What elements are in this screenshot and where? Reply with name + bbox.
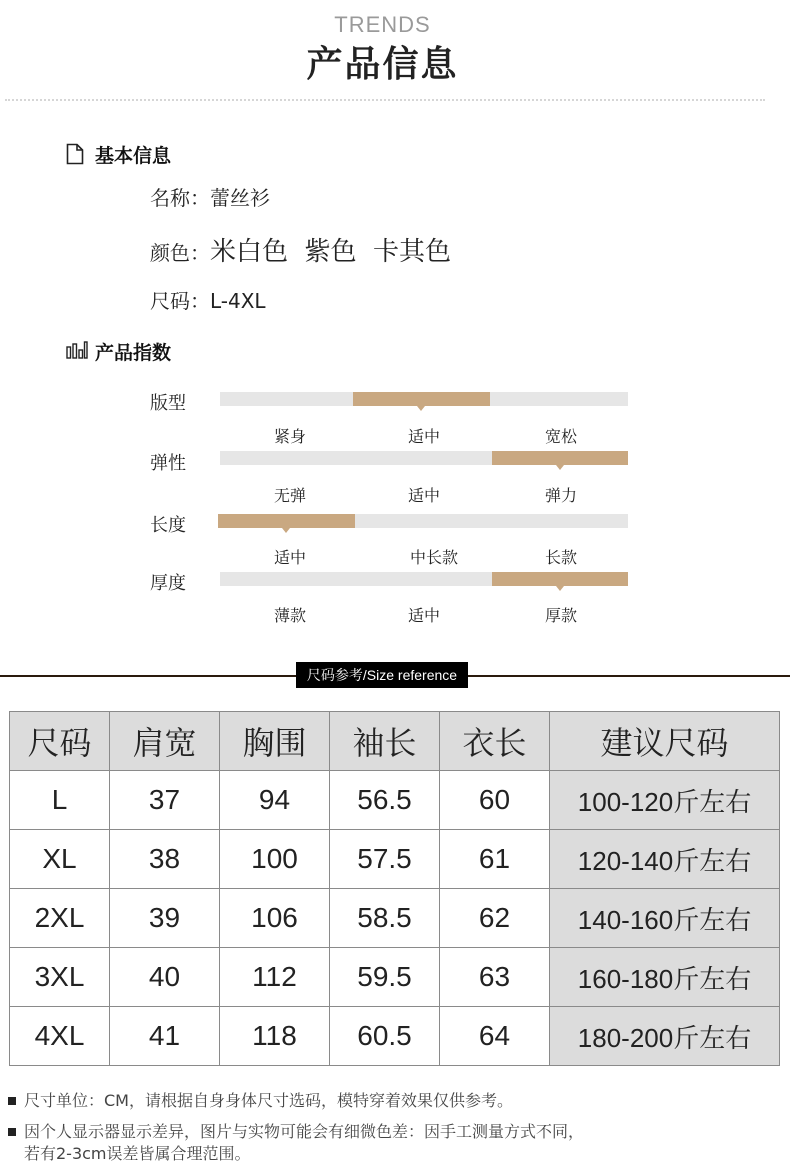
index-track-thickness <box>220 572 628 586</box>
table-cell: 60 <box>440 771 550 830</box>
bullet-icon <box>8 1097 16 1105</box>
note-text: 若有2-3cm误差皆属合理范围。 <box>24 1144 251 1163</box>
index-label-elasticity: 弹性 <box>150 453 186 474</box>
size-reference-badge: 尺码参考/Size reference <box>296 662 468 688</box>
index-fill-thickness <box>492 572 628 586</box>
table-cell: 41 <box>110 1007 220 1066</box>
table-cell: 40 <box>110 948 220 1007</box>
color-values: 米白色 紫色 卡其色 <box>210 237 452 267</box>
note-item <box>8 1088 513 1111</box>
index-track-elasticity <box>220 451 628 465</box>
table-cell: XL <box>10 830 110 889</box>
table-cell: 120-140斤左右 <box>550 830 780 889</box>
table-cell: 160-180斤左右 <box>550 948 780 1007</box>
table-row <box>10 889 780 948</box>
index-label-fit: 版型 <box>150 393 186 414</box>
index-option: 适中 <box>407 486 440 505</box>
table-cell: 60.5 <box>330 1007 440 1066</box>
index-option: 紧身 <box>273 427 306 446</box>
table-cell: 4XL <box>10 1007 110 1066</box>
table-cell: 180-200斤左右 <box>550 1007 780 1066</box>
table-cell: L <box>10 771 110 830</box>
index-option: 薄款 <box>273 606 306 625</box>
column-header: 衣长 <box>440 712 550 771</box>
table-cell: 94 <box>220 771 330 830</box>
color-label: 颜色： <box>150 241 210 265</box>
table-cell: 38 <box>110 830 220 889</box>
index-pointer <box>282 528 290 533</box>
table-cell: 63 <box>440 948 550 1007</box>
trends-label: TRENDS <box>334 12 431 37</box>
table-row <box>10 771 780 830</box>
column-header: 袖长 <box>330 712 440 771</box>
dotted-divider <box>5 99 765 101</box>
table-cell: 118 <box>220 1007 330 1066</box>
table-row <box>10 830 780 889</box>
product-colors <box>150 231 451 268</box>
index-pointer <box>417 406 425 411</box>
note-text: 尺寸单位：CM，请根据自身身体尺寸选码，模特穿着效果仅供参考。 <box>24 1091 513 1110</box>
table-cell: 57.5 <box>330 830 440 889</box>
bar-chart-icon <box>66 341 88 363</box>
index-option: 适中 <box>273 548 306 567</box>
index-fill-fit <box>353 392 490 406</box>
index-fill-length <box>218 514 355 528</box>
index-label-thickness: 厚度 <box>150 573 186 594</box>
document-icon <box>66 143 84 169</box>
table-cell: 106 <box>220 889 330 948</box>
table-cell: 56.5 <box>330 771 440 830</box>
index-option: 中长款 <box>409 548 458 567</box>
product-size-range: 尺码：L-4XL <box>150 289 266 313</box>
table-cell: 39 <box>110 889 220 948</box>
index-pointer <box>556 586 564 591</box>
index-option: 适中 <box>407 606 440 625</box>
table-cell: 140-160斤左右 <box>550 889 780 948</box>
table-cell: 64 <box>440 1007 550 1066</box>
column-header: 建议尺码 <box>550 712 780 771</box>
note-item <box>8 1119 584 1142</box>
product-index-heading: 产品指数 <box>95 342 172 364</box>
size-table <box>9 711 780 1066</box>
table-cell: 100 <box>220 830 330 889</box>
table-cell: 58.5 <box>330 889 440 948</box>
note-text: 因个人显示器显示差异，图片与实物可能会有细微色差：因手工测量方式不同， <box>24 1122 585 1141</box>
index-option: 弹力 <box>544 486 577 505</box>
bullet-icon <box>8 1128 16 1136</box>
index-pointer <box>556 465 564 470</box>
basic-info-heading: 基本信息 <box>95 145 172 167</box>
column-header: 尺码 <box>10 712 110 771</box>
column-header: 胸围 <box>220 712 330 771</box>
table-cell: 112 <box>220 948 330 1007</box>
index-option: 宽松 <box>544 427 577 446</box>
table-header-row <box>10 712 780 771</box>
index-label-length: 长度 <box>150 515 186 536</box>
table-cell: 100-120斤左右 <box>550 771 780 830</box>
index-fill-elasticity <box>492 451 628 465</box>
index-option: 适中 <box>407 427 440 446</box>
table-cell: 59.5 <box>330 948 440 1007</box>
table-cell: 3XL <box>10 948 110 1007</box>
index-track-fit <box>220 392 628 406</box>
index-option: 无弹 <box>273 486 306 505</box>
table-row <box>10 1007 780 1066</box>
column-header: 肩宽 <box>110 712 220 771</box>
page-title: 产品信息 <box>306 44 459 85</box>
product-name: 名称：蕾丝衫 <box>150 186 270 210</box>
index-option: 厚款 <box>544 606 577 625</box>
index-track-length <box>218 514 628 528</box>
table-cell: 2XL <box>10 889 110 948</box>
table-cell: 62 <box>440 889 550 948</box>
index-option: 长款 <box>544 548 577 567</box>
table-row <box>10 948 780 1007</box>
table-cell: 37 <box>110 771 220 830</box>
table-cell: 61 <box>440 830 550 889</box>
